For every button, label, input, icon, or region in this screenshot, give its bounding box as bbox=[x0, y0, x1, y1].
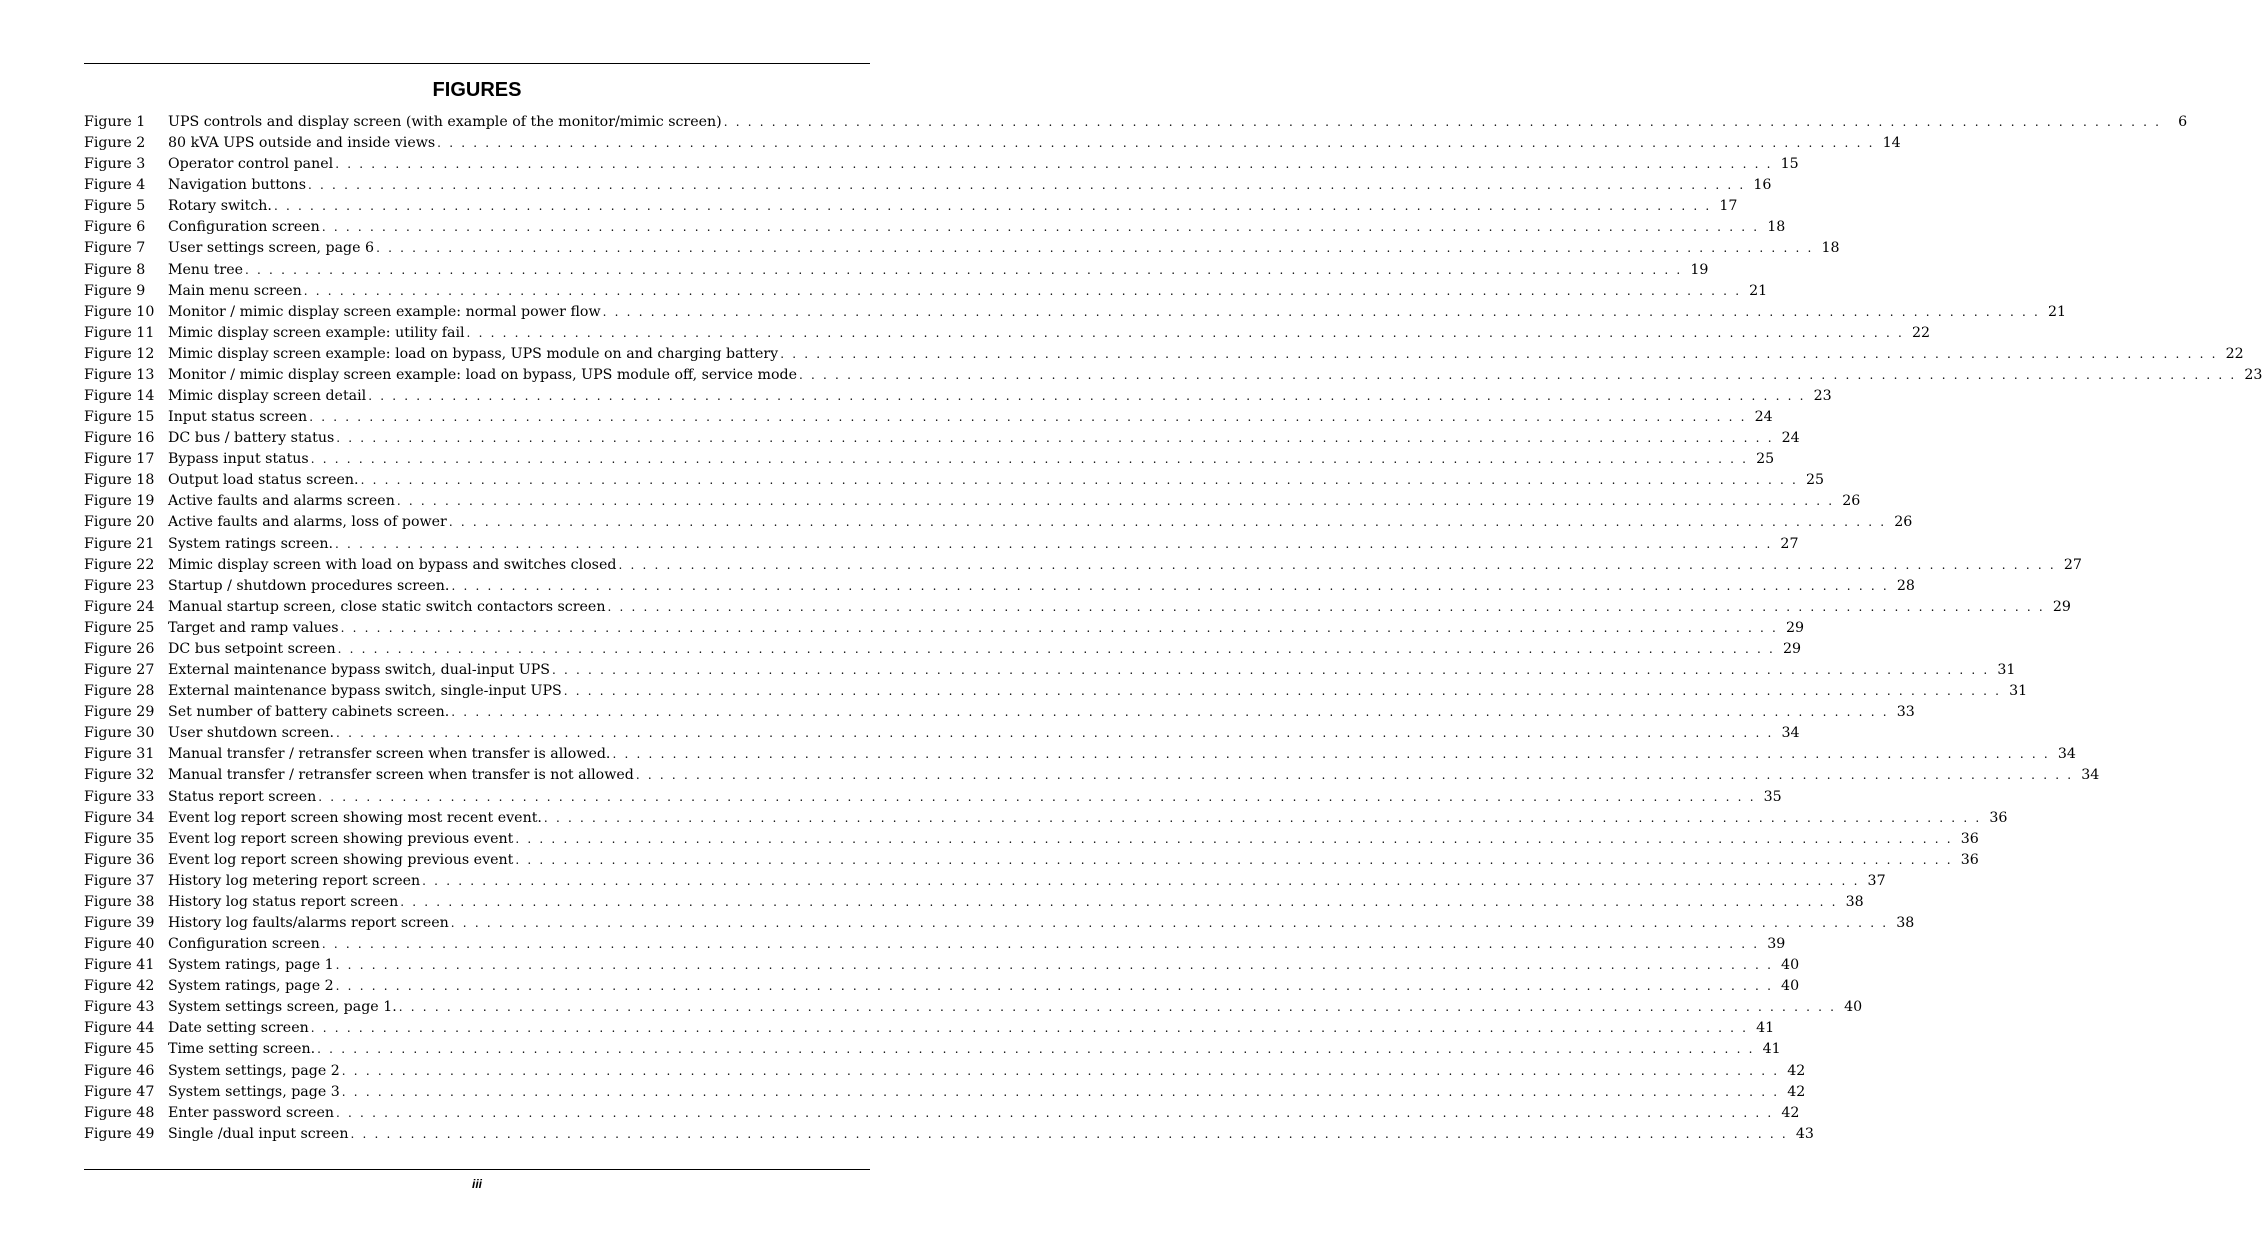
figure-label: Figure 21 bbox=[84, 535, 155, 552]
page-number-ref: 17 bbox=[1719, 198, 1738, 215]
figure-caption: Input status screen bbox=[168, 409, 308, 426]
figure-label: Figure 1 bbox=[84, 114, 146, 130]
page-number-ref: 35 bbox=[1763, 788, 1782, 805]
figure-caption: DC bus setpoint screen bbox=[168, 640, 336, 657]
page-number-ref: 29 bbox=[1786, 619, 1805, 636]
toc-entry[interactable] bbox=[84, 407, 1773, 428]
figure-label: Figure 27 bbox=[84, 662, 155, 679]
figure-caption: Mimic display screen example: load on bypass, UPS module on and charging battery bbox=[168, 345, 779, 362]
figure-caption: Bypass input status bbox=[168, 451, 309, 468]
dot-leader: . . . . . . . . . . . . . . . . . . . . . . . . . . . . . . . . . . . . . . . . . . . . . . . . . . . . . . . . . . . . . . . . . . . . . . . . . . . . . . . . . . . . . . . . . . . . . . . . . . . . . . . . . . . . . . . . . . . . . . . . bbox=[321, 220, 1760, 235]
toc-entry[interactable] bbox=[84, 808, 2008, 829]
toc-entry[interactable] bbox=[84, 997, 1863, 1018]
figure-label: Figure 2 bbox=[84, 135, 146, 152]
entry-text bbox=[168, 576, 1915, 597]
dot-leader: . . . . . . . . . . . . . . . . . . . . . . . . . . . . . . . . . . . . . . . . . . . . . . . . . . . . . . . . . . . . . . . . . . . . . . . . . . . . . . . . . . . . . . . . . . . . . . . . . . . . . . . . . . . . . . . . . . . . . . . . bbox=[335, 1105, 1774, 1120]
dot-leader: . . . . . . . . . . . . . . . . . . . . . . . . . . . . . . . . . . . . . . . . . . . . . . . . . . . . . . . . . . . . . . . . . . . . . . . . . . . . . . . . . . . . . . . . . . . . . . . . . . . . . . . . . . . . . . . . . . . . . . . . bbox=[451, 705, 1889, 720]
figure-label: Figure 16 bbox=[84, 430, 155, 447]
toc-entry[interactable] bbox=[84, 976, 1800, 997]
dot-leader: . . . . . . . . . . . . . . . . . . . . . . . . . . . . . . . . . . . . . . . . . . . . . . . . . . . . . . . . . . . . . . . . . . . . . . . . . . . . . . . . . . . . . . . . . . . . . . . . . . . . . . . . . . . . . . . . . . . . . . . . bbox=[543, 810, 1982, 825]
dot-leader: . . . . . . . . . . . . . . . . . . . . . . . . . . . . . . . . . . . . . . . . . . . . . . . . . . . . . . . . . . . . . . . . . . . . . . . . . . . . . . . . . . . . . . . . . . . . . . . . . . . . . . . . . . . . . . . . . . . . . . . . bbox=[448, 515, 1887, 530]
dot-leader: . . . . . . . . . . . . . . . . . . . . . . . . . . . . . . . . . . . . . . . . . . . . . . . . . . . . . . . . . . . . . . . . . . . . . . . . . . . . . . . . . . . . . . . . . . . . . . . . . . . . . . . . . . . . . . . . . . . . . . . . bbox=[396, 494, 1835, 509]
entry-text bbox=[168, 428, 1800, 449]
page-number-ref: 41 bbox=[1762, 1041, 1781, 1058]
page-number-ref: 36 bbox=[1989, 809, 2008, 826]
page-number-ref: 38 bbox=[1845, 893, 1864, 910]
entry-text bbox=[168, 217, 1786, 238]
toc-entry[interactable] bbox=[84, 1061, 1806, 1082]
page-number-ref: 39 bbox=[1767, 936, 1786, 953]
figure-caption: Set number of battery cabinets screen. bbox=[168, 704, 450, 721]
toc-entry[interactable] bbox=[84, 428, 1800, 449]
toc-entry[interactable] bbox=[84, 681, 2028, 702]
figure-label: Figure 9 bbox=[84, 282, 146, 299]
page-number-ref: 15 bbox=[1780, 156, 1799, 173]
page-number-ref: 24 bbox=[1781, 430, 1800, 447]
entry-text bbox=[168, 681, 2028, 702]
figure-caption: Navigation buttons bbox=[168, 177, 306, 194]
figure-caption: Manual startup screen, close static switch contactors screen bbox=[168, 598, 606, 615]
dot-leader: . . . . . . . . . . . . . . . . . . . . . . . . . . . . . . . . . . . . . . . . . . . . . . . . . . . . . . . . . . . . . . . . . . . . . . . . . . . . . . . . . . . . . . . . . . . . . . . . . . . . . . . . . . . . . . . . . . . . . . . . bbox=[602, 304, 2041, 319]
dot-leader: . . . . . . . . . . . . . . . . . . . . . . . . . . . . . . . . . . . . . . . . . . . . . . . . . . . . . . . . . . . . . . . . . . . . . . . . . . . . . . . . . . . . . . . . . . . . . . . . . . . . . . . . . . . . . . . . . . . . . . . . bbox=[340, 620, 1779, 635]
page-number-ref: 21 bbox=[2048, 303, 2067, 320]
page-number-ref: 38 bbox=[1896, 914, 1915, 931]
toc-entry[interactable] bbox=[84, 281, 1768, 302]
figure-label: Figure 4 bbox=[84, 177, 146, 194]
entry-text bbox=[168, 597, 2071, 618]
toc-entry[interactable] bbox=[84, 344, 2244, 365]
figure-label: Figure 39 bbox=[84, 914, 155, 931]
page-number-ref: 6 bbox=[2178, 114, 2188, 130]
toc-entry[interactable] bbox=[84, 850, 1979, 871]
figure-label: Figure 36 bbox=[84, 851, 155, 868]
toc-entry[interactable] bbox=[84, 491, 1861, 512]
figure-label: Figure 41 bbox=[84, 957, 155, 974]
entry-text bbox=[168, 470, 1825, 491]
entry-text bbox=[168, 534, 1799, 555]
entry-text bbox=[168, 281, 1768, 302]
toc-entry[interactable] bbox=[84, 302, 2067, 323]
dot-leader: . . . . . . . . . . . . . . . . . . . . . . . . . . . . . . . . . . . . . . . . . . . . . . . . . . . . . . . . . . . . . . . . . . . . . . . . . . . . . . . . . . . . . . . . . . . . . . . . . . . . . . . . . . . . . . . . . . . . . . . . bbox=[400, 894, 1838, 909]
page-number-ref: 36 bbox=[1960, 830, 1979, 847]
toc-entry[interactable] bbox=[84, 913, 1915, 934]
figure-label: Figure 29 bbox=[84, 704, 155, 721]
figure-caption: Menu tree bbox=[168, 261, 243, 278]
entry-text bbox=[168, 323, 1931, 344]
page-number-ref: 33 bbox=[1896, 704, 1915, 721]
toc-entry[interactable] bbox=[84, 576, 1915, 597]
figure-caption: Mimic display screen example: utility fail bbox=[168, 324, 465, 341]
figure-caption: History log metering report screen bbox=[168, 872, 421, 889]
entry-text bbox=[168, 702, 1915, 723]
page-number-ref: 24 bbox=[1754, 409, 1773, 426]
dot-leader: . . . . . . . . . . . . . . . . . . . . . . . . . . . . . . . . . . . . . . . . . . . . . . . . . . . . . . . . . . . . . . . . . . . . . . . . . . . . . . . . . . . . . . . . . . . . . . . . . . . . . . . . . . . . . . . . . . . . . . . . bbox=[780, 346, 2218, 361]
figure-caption: Active faults and alarms, loss of power bbox=[168, 514, 447, 531]
figure-caption: History log faults/alarms report screen bbox=[168, 914, 449, 931]
entry-text bbox=[168, 744, 2076, 765]
entry-text bbox=[168, 723, 1800, 744]
figure-caption: User settings screen, page 6 bbox=[168, 240, 375, 257]
figures-list bbox=[84, 112, 2262, 1145]
figure-label: Figure 43 bbox=[84, 999, 155, 1016]
toc-entry[interactable] bbox=[84, 555, 2082, 576]
page-number-ref: 19 bbox=[1690, 261, 1709, 278]
figure-caption: System ratings, page 2 bbox=[168, 978, 334, 995]
entry-text bbox=[168, 976, 1800, 997]
page-number-ref: 31 bbox=[2009, 683, 2028, 700]
dot-leader: . . . . . . . . . . . . . . . . . . . . . . . . . . . . . . . . . . . . . . . . . . . . . . . . . . . . . . . . . . . . . . . . . . . . . . . . . . . . . . . . . . . . . . . . . . . . . . . . . . . . . . . . . . . . . . . . . . . . . . . . bbox=[360, 473, 1799, 488]
page-number-ref: 26 bbox=[1894, 514, 1913, 531]
entry-text bbox=[168, 913, 1915, 934]
figure-caption: Event log report screen showing previous event bbox=[168, 851, 514, 868]
dot-leader: . . . . . . . . . . . . . . . . . . . . . . . . . . . . . . . . . . . . . . . . . . . . . . . . . . . . . . . . . . . . . . . . . . . . . . . . . . . . . . . . . . . . . . . . . . . . . . . . . . . . . . . . . . . . . . . . . . . . . . . . bbox=[515, 831, 1953, 846]
page-number-ref: 25 bbox=[1805, 472, 1825, 489]
page-number-ref: 29 bbox=[1782, 640, 1802, 657]
entry-text bbox=[168, 449, 1775, 470]
page-number-ref: 22 bbox=[2225, 345, 2244, 362]
page-number-ref: 18 bbox=[1767, 219, 1786, 236]
dot-leader: . . . . . . . . . . . . . . . . . . . . . . . . . . . . . . . . . . . . . . . . . . . . . . . . . . . . . . . . . . . . . . . . . . . . . . . . . . . . . . . . . . . . . . . . . . . . . . . . . . . . . . . . . . . . . . . . . . . . . . . . bbox=[303, 283, 1742, 298]
figure-caption: System settings, page 2 bbox=[168, 1062, 340, 1079]
toc-entry[interactable] bbox=[84, 787, 1782, 808]
figure-label: Figure 35 bbox=[84, 830, 155, 847]
toc-entry[interactable] bbox=[84, 449, 1775, 470]
dot-leader: . . . . . . . . . . . . . . . . . . . . . . . . . . . . . . . . . . . . . . . . . . . . . . . . . . . . . . . . . . . . . . . . . . . . . . . . . . . . . . . . . . . . . . . . . . . . . . . . . . . . . . . . . . . . . . . . . . . . . . . . bbox=[318, 789, 1756, 804]
dot-leader: . . . . . . . . . . . . . . . . . . . . . . . . . . . . . . . . . . . . . . . . . . . . . . . . . . . . . . . . . . . . . . . . . . . . . . . . . . . . . . . . . . . . . . . . . . . . . . . . . . . . . . . . . . . . . . . . . . . . . . . . bbox=[422, 873, 1860, 888]
dot-leader: . . . . . . . . . . . . . . . . . . . . . . . . . . . . . . . . . . . . . . . . . . . . . . . . . . . . . . . . . . . . . . . . . . . . . . . . . . . . . . . . . . . . . . . . . . . . . . . . . . . . . . . . . . . . . . . . . . . . . . . . bbox=[515, 852, 1953, 867]
toc-entry[interactable] bbox=[84, 892, 1864, 913]
entry-text bbox=[168, 175, 1772, 196]
dot-leader: . . . . . . . . . . . . . . . . . . . . . . . . . . . . . . . . . . . . . . . . . . . . . . . . . . . . . . . . . . . . . . . . . . . . . . . . . . . . . . . . . . . . . . . . . . . . . . . . . . . . . . . . . . . . . . . . . . . . . . . . bbox=[723, 115, 2162, 129]
entry-text bbox=[168, 892, 1864, 913]
dot-leader: . . . . . . . . . . . . . . . . . . . . . . . . . . . . . . . . . . . . . . . . . . . . . . . . . . . . . . . . . . . . . . . . . . . . . . . . . . . . . . . . . . . . . . . . . . . . . . . . . . . . . . . . . . . . . . . . . . . . . . . . bbox=[309, 410, 1747, 425]
page-number-ref: 14 bbox=[1882, 135, 1901, 152]
toc-entry[interactable] bbox=[84, 1082, 1806, 1103]
entry-text bbox=[168, 934, 1786, 955]
figure-caption: 80 kVA UPS outside and inside views bbox=[168, 135, 436, 152]
figure-caption: Date setting screen bbox=[168, 1020, 309, 1037]
figure-label: Figure 31 bbox=[84, 746, 155, 763]
entry-text bbox=[168, 639, 1802, 660]
toc-entry[interactable] bbox=[84, 365, 2262, 386]
dot-leader: . . . . . . . . . . . . . . . . . . . . . . . . . . . . . . . . . . . . . . . . . . . . . . . . . . . . . . . . . . . . . . . . . . . . . . . . . . . . . . . . . . . . . . . . . . . . . . . . . . . . . . . . . . . . . . . . . . . . . . . . bbox=[398, 1000, 1837, 1015]
dot-leader: . . . . . . . . . . . . . . . . . . . . . . . . . . . . . . . . . . . . . . . . . . . . . . . . . . . . . . . . . . . . . . . . . . . . . . . . . . . . . . . . . . . . . . . . . . . . . . . . . . . . . . . . . . . . . . . . . . . . . . . . bbox=[618, 557, 2056, 572]
figure-label: Figure 25 bbox=[84, 619, 155, 636]
page-number-ref: 16 bbox=[1753, 177, 1772, 194]
page-number: iii bbox=[471, 1177, 482, 1191]
figure-caption: Configuration screen bbox=[168, 936, 320, 953]
dot-leader: . . . . . . . . . . . . . . . . . . . . . . . . . . . . . . . . . . . . . . . . . . . . . . . . . . . . . . . . . . . . . . . . . . . . . . . . . . . . . . . . . . . . . . . . . . . . . . . . . . . . . . . . . . . . . . . . . . . . . . . . bbox=[551, 663, 1990, 678]
toc-entry[interactable] bbox=[84, 934, 1786, 955]
entry-text bbox=[168, 344, 2244, 365]
dot-leader: . . . . . . . . . . . . . . . . . . . . . . . . . . . . . . . . . . . . . . . . . . . . . . . . . . . . . . . . . . . . . . . . . . . . . . . . . . . . . . . . . . . . . . . . . . . . . . . . . . . . . . . . . . . . . . . . . . . . . . . . bbox=[450, 915, 1889, 930]
page-number-ref: 40 bbox=[1781, 978, 1800, 995]
figure-label: Figure 6 bbox=[84, 219, 146, 236]
figure-label: Figure 28 bbox=[84, 683, 155, 700]
entry-text bbox=[168, 407, 1773, 428]
toc-entry[interactable] bbox=[84, 534, 1799, 555]
dot-leader: . . . . . . . . . . . . . . . . . . . . . . . . . . . . . . . . . . . . . . . . . . . . . . . . . . . . . . . . . . . . . . . . . . . . . . . . . . . . . . . . . . . . . . . . . . . . . . . . . . . . . . . . . . . . . . . . . . . . . . . . bbox=[376, 241, 1814, 256]
toc-entry[interactable] bbox=[84, 386, 1832, 407]
figure-label: Figure 40 bbox=[84, 936, 155, 953]
figure-label: Figure 20 bbox=[84, 514, 155, 531]
figure-caption: Manual transfer / retransfer screen when transfer is not allowed bbox=[168, 767, 634, 784]
dot-leader: . . . . . . . . . . . . . . . . . . . . . . . . . . . . . . . . . . . . . . . . . . . . . . . . . . . . . . . . . . . . . . . . . . . . . . . . . . . . . . . . . . . . . . . . . . . . . . . . . . . . . . . . . . . . . . . . . . . . . . . . bbox=[335, 958, 1774, 973]
toc-entry[interactable] bbox=[84, 217, 1786, 238]
dot-leader: . . . . . . . . . . . . . . . . . . . . . . . . . . . . . . . . . . . . . . . . . . . . . . . . . . . . . . . . . . . . . . . . . . . . . . . . . . . . . . . . . . . . . . . . . . . . . . . . . . . . . . . . . . . . . . . . . . . . . . . . bbox=[310, 1021, 1749, 1036]
figure-caption: Operator control panel bbox=[168, 156, 334, 173]
entry-text bbox=[168, 1103, 1800, 1124]
dot-leader: . . . . . . . . . . . . . . . . . . . . . . . . . . . . . . . . . . . . . . . . . . . . . . . . . . . . . . . . . . . . . . . . . . . . . . . . . . . . . . . . . . . . . . . . . . . . . . . . . . . . . . . . . . . . . . . . . . . . . . . . bbox=[310, 452, 1749, 467]
entry-text bbox=[168, 787, 1782, 808]
figure-label: Figure 15 bbox=[84, 409, 155, 426]
page-number-ref: 18 bbox=[1821, 240, 1840, 257]
toc-entry[interactable] bbox=[84, 133, 1901, 154]
toc-entry[interactable] bbox=[84, 1103, 1800, 1124]
entry-text bbox=[168, 238, 1840, 259]
dot-leader: . . . . . . . . . . . . . . . . . . . . . . . . . . . . . . . . . . . . . . . . . . . . . . . . . . . . . . . . . . . . . . . . . . . . . . . . . . . . . . . . . . . . . . . . . . . . . . . . . . . . . . . . . . . . . . . . . . . . . . . . bbox=[337, 641, 1776, 656]
entry-text bbox=[168, 365, 2262, 386]
figure-caption: External maintenance bypass switch, single-input UPS bbox=[168, 683, 562, 700]
entry-text bbox=[168, 1082, 1806, 1103]
figure-label: Figure 23 bbox=[84, 577, 155, 594]
footer-rule bbox=[84, 1169, 870, 1170]
figure-label: Figure 42 bbox=[84, 978, 155, 995]
dot-leader: . . . . . . . . . . . . . . . . . . . . . . . . . . . . . . . . . . . . . . . . . . . . . . . . . . . . . . . . . . . . . . . . . . . . . . . . . . . . . . . . . . . . . . . . . . . . . . . . . . . . . . . . . . . . . . . . . . . . . . . . bbox=[341, 1063, 1780, 1078]
toc-entry[interactable] bbox=[84, 639, 1802, 660]
page-number-ref: 23 bbox=[2244, 366, 2262, 383]
toc-entry[interactable] bbox=[84, 112, 2188, 133]
dot-leader: . . . . . . . . . . . . . . . . . . . . . . . . . . . . . . . . . . . . . . . . . . . . . . . . . . . . . . . . . . . . . . . . . . . . . . . . . . . . . . . . . . . . . . . . . . . . . . . . . . . . . . . . . . . . . . . . . . . . . . . . bbox=[335, 157, 1773, 172]
page-number-ref: 37 bbox=[1867, 872, 1886, 889]
entry-text bbox=[168, 955, 1800, 976]
entry-text bbox=[168, 260, 1709, 281]
figure-caption: Time setting screen. bbox=[168, 1041, 316, 1058]
toc-entry[interactable] bbox=[84, 871, 1886, 892]
toc-entry[interactable] bbox=[84, 955, 1800, 976]
page-number-ref: 40 bbox=[1844, 999, 1863, 1016]
entry-text bbox=[168, 196, 1738, 217]
page-number-ref: 42 bbox=[1787, 1062, 1806, 1079]
dot-leader: . . . . . . . . . . . . . . . . . . . . . . . . . . . . . . . . . . . . . . . . . . . . . . . . . . . . . . . . . . . . . . . . . . . . . . . . . . . . . . . . . . . . . . . . . . . . . . . . . . . . . . . . . . . . . . . . . . . . . . . . bbox=[335, 536, 1773, 551]
page-number-ref: 26 bbox=[1842, 493, 1861, 510]
figure-label: Figure 32 bbox=[84, 767, 155, 784]
figure-label: Figure 7 bbox=[84, 240, 146, 257]
figure-label: Figure 34 bbox=[84, 809, 155, 826]
toc-entry[interactable] bbox=[84, 618, 1805, 639]
entry-text bbox=[168, 491, 1861, 512]
entry-text bbox=[168, 555, 2082, 576]
figure-caption: Monitor / mimic display screen example: normal power flow bbox=[168, 303, 601, 320]
page-number-ref: 42 bbox=[1781, 1104, 1800, 1121]
entry-text bbox=[168, 1018, 1775, 1039]
page-number-ref: 23 bbox=[1813, 388, 1832, 405]
entry-text bbox=[168, 512, 1913, 533]
entry-text bbox=[168, 133, 1901, 154]
figure-label: Figure 30 bbox=[84, 725, 155, 742]
entry-text bbox=[168, 386, 1832, 407]
figure-label: Figure 12 bbox=[84, 345, 155, 362]
figure-caption: Target and ramp values bbox=[168, 619, 339, 636]
figure-label: Figure 13 bbox=[84, 366, 155, 383]
entry-text bbox=[168, 1039, 1781, 1060]
page-number-ref: 27 bbox=[2063, 556, 2082, 573]
figure-label: Figure 24 bbox=[84, 598, 155, 615]
dot-leader: . . . . . . . . . . . . . . . . . . . . . . . . . . . . . . . . . . . . . . . . . . . . . . . . . . . . . . . . . . . . . . . . . . . . . . . . . . . . . . . . . . . . . . . . . . . . . . . . . . . . . . . . . . . . . . . . . . . . . . . . bbox=[307, 178, 1746, 193]
toc-entry[interactable] bbox=[84, 660, 2016, 681]
figure-caption: Status report screen bbox=[168, 788, 317, 805]
figure-label: Figure 33 bbox=[84, 788, 155, 805]
toc-entry[interactable] bbox=[84, 744, 2076, 765]
page-number-ref: 25 bbox=[1756, 451, 1775, 468]
toc-entry[interactable] bbox=[84, 829, 1979, 850]
entry-text bbox=[168, 850, 1979, 871]
dot-leader: . . . . . . . . . . . . . . . . . . . . . . . . . . . . . . . . . . . . . . . . . . . . . . . . . . . . . . . . . . . . . . . . . . . . . . . . . . . . . . . . . . . . . . . . . . . . . . . . . . . . . . . . . . . . . . . . . . . . . . . . bbox=[368, 389, 1806, 404]
entry-text bbox=[168, 660, 2016, 681]
figure-caption: Manual transfer / retransfer screen when transfer is allowed. bbox=[168, 746, 611, 763]
entry-text bbox=[168, 997, 1863, 1018]
dot-leader: . . . . . . . . . . . . . . . . . . . . . . . . . . . . . . . . . . . . . . . . . . . . . . . . . . . . . . . . . . . . . . . . . . . . . . . . . . . . . . . . . . . . . . . . . . . . . . . . . . . . . . . . . . . . . . . . . . . . . . . . bbox=[635, 768, 2074, 783]
page-number-ref: 41 bbox=[1756, 1020, 1775, 1037]
figure-label: Figure 38 bbox=[84, 893, 155, 910]
toc-entry[interactable] bbox=[84, 1018, 1775, 1039]
dot-leader: . . . . . . . . . . . . . . . . . . . . . . . . . . . . . . . . . . . . . . . . . . . . . . . . . . . . . . . . . . . . . . . . . . . . . . . . . . . . . . . . . . . . . . . . . . . . . . . . . . . . . . . . . . . . . . . . . . . . . . . . bbox=[317, 1042, 1755, 1057]
page-number-ref: 22 bbox=[1911, 324, 1931, 341]
figure-caption: Startup / shutdown procedures screen. bbox=[168, 577, 450, 594]
figure-label: Figure 48 bbox=[84, 1104, 155, 1121]
dot-leader: . . . . . . . . . . . . . . . . . . . . . . . . . . . . . . . . . . . . . . . . . . . . . . . . . . . . . . . . . . . . . . . . . . . . . . . . . . . . . . . . . . . . . . . . . . . . . . . . . . . . . . . . . . . . . . . . . . . . . . . . bbox=[244, 262, 1683, 277]
toc-entry[interactable] bbox=[84, 702, 1915, 723]
figure-caption: Monitor / mimic display screen example: load on bypass, UPS module off, service mode bbox=[168, 366, 797, 383]
figure-caption: Mimic display screen detail bbox=[168, 388, 367, 405]
figure-label: Figure 47 bbox=[84, 1083, 155, 1100]
figure-caption: Active faults and alarms screen bbox=[168, 493, 395, 510]
toc-entry[interactable] bbox=[84, 1039, 1781, 1060]
dot-leader: . . . . . . . . . . . . . . . . . . . . . . . . . . . . . . . . . . . . . . . . . . . . . . . . . . . . . . . . . . . . . . . . . . . . . . . . . . . . . . . . . . . . . . . . . . . . . . . . . . . . . . . . . . . . . . . . . . . . . . . . bbox=[321, 937, 1760, 952]
figure-caption: System ratings screen. bbox=[168, 535, 334, 552]
figure-label: Figure 19 bbox=[84, 493, 155, 510]
entry-text bbox=[168, 112, 2188, 133]
page-title: FIGURES bbox=[432, 79, 522, 101]
page-number-ref: 34 bbox=[2081, 767, 2100, 784]
figure-label: Figure 8 bbox=[84, 261, 146, 278]
page-number-ref: 29 bbox=[2052, 598, 2071, 615]
entry-text bbox=[168, 302, 2067, 323]
page-number-ref: 34 bbox=[2057, 746, 2076, 763]
dot-leader: . . . . . . . . . . . . . . . . . . . . . . . . . . . . . . . . . . . . . . . . . . . . . . . . . . . . . . . . . . . . . . . . . . . . . . . . . . . . . . . . . . . . . . . . . . . . . . . . . . . . . . . . . . . . . . . . . . . . . . . . bbox=[798, 367, 2237, 382]
figure-label: Figure 11 bbox=[84, 324, 155, 341]
toc-entry[interactable] bbox=[84, 154, 1799, 175]
figure-caption: User shutdown screen. bbox=[168, 725, 335, 742]
page-number-ref: 21 bbox=[1749, 282, 1768, 299]
figure-caption: Enter password screen bbox=[168, 1104, 334, 1121]
entry-text bbox=[168, 1124, 1814, 1145]
page-number-ref: 40 bbox=[1781, 957, 1800, 974]
entry-text bbox=[168, 618, 1805, 639]
toc-entry[interactable] bbox=[84, 1124, 1814, 1145]
page-number-ref: 28 bbox=[1896, 577, 1915, 594]
toc-entry[interactable] bbox=[84, 765, 2100, 786]
figure-label: Figure 44 bbox=[84, 1020, 155, 1037]
figure-label: Figure 37 bbox=[84, 872, 155, 889]
figure-caption: History log status report screen bbox=[168, 893, 399, 910]
header-rule bbox=[84, 63, 870, 64]
figure-label: Figure 14 bbox=[84, 388, 155, 405]
figure-label: Figure 17 bbox=[84, 451, 155, 468]
toc-entry[interactable] bbox=[84, 723, 1800, 744]
figure-caption: System settings, page 3 bbox=[168, 1083, 340, 1100]
figure-label: Figure 26 bbox=[84, 640, 155, 657]
figure-label: Figure 5 bbox=[84, 198, 146, 215]
figure-label: Figure 49 bbox=[84, 1125, 155, 1142]
figure-label: Figure 22 bbox=[84, 556, 155, 573]
toc-entry[interactable] bbox=[84, 323, 1931, 344]
figure-caption: Single /dual input screen bbox=[168, 1125, 349, 1142]
figure-caption: Mimic display screen with load on bypass and switches closed bbox=[168, 556, 617, 573]
figure-label: Figure 46 bbox=[84, 1062, 155, 1079]
figure-caption: Event log report screen showing previous event bbox=[168, 830, 514, 847]
figure-caption: Rotary switch. bbox=[168, 198, 272, 215]
figure-caption: UPS controls and display screen (with example of the monitor/mimic screen) bbox=[168, 114, 722, 130]
page-number-ref: 42 bbox=[1787, 1083, 1806, 1100]
figure-label: Figure 10 bbox=[84, 303, 155, 320]
entry-text bbox=[168, 808, 2008, 829]
figure-caption: Configuration screen bbox=[168, 219, 320, 236]
dot-leader: . . . . . . . . . . . . . . . . . . . . . . . . . . . . . . . . . . . . . . . . . . . . . . . . . . . . . . . . . . . . . . . . . . . . . . . . . . . . . . . . . . . . . . . . . . . . . . . . . . . . . . . . . . . . . . . . . . . . . . . . bbox=[335, 979, 1774, 994]
figure-label: Figure 18 bbox=[84, 472, 155, 489]
figure-caption: Output load status screen. bbox=[168, 472, 359, 489]
toc-entry[interactable] bbox=[84, 175, 1772, 196]
dot-leader: . . . . . . . . . . . . . . . . . . . . . . . . . . . . . . . . . . . . . . . . . . . . . . . . . . . . . . . . . . . . . . . . . . . . . . . . . . . . . . . . . . . . . . . . . . . . . . . . . . . . . . . . . . . . . . . . . . . . . . . . bbox=[341, 1084, 1780, 1099]
dot-leader: . . . . . . . . . . . . . . . . . . . . . . . . . . . . . . . . . . . . . . . . . . . . . . . . . . . . . . . . . . . . . . . . . . . . . . . . . . . . . . . . . . . . . . . . . . . . . . . . . . . . . . . . . . . . . . . . . . . . . . . . bbox=[336, 431, 1774, 446]
dot-leader: . . . . . . . . . . . . . . . . . . . . . . . . . . . . . . . . . . . . . . . . . . . . . . . . . . . . . . . . . . . . . . . . . . . . . . . . . . . . . . . . . . . . . . . . . . . . . . . . . . . . . . . . . . . . . . . . . . . . . . . . bbox=[563, 684, 2002, 699]
figure-label: Figure 45 bbox=[84, 1041, 155, 1058]
dot-leader: . . . . . . . . . . . . . . . . . . . . . . . . . . . . . . . . . . . . . . . . . . . . . . . . . . . . . . . . . . . . . . . . . . . . . . . . . . . . . . . . . . . . . . . . . . . . . . . . . . . . . . . . . . . . . . . . . . . . . . . . bbox=[466, 325, 1905, 340]
figure-caption: Main menu screen bbox=[168, 282, 302, 299]
entry-text bbox=[168, 871, 1886, 892]
dot-leader: . . . . . . . . . . . . . . . . . . . . . . . . . . . . . . . . . . . . . . . . . . . . . . . . . . . . . . . . . . . . . . . . . . . . . . . . . . . . . . . . . . . . . . . . . . . . . . . . . . . . . . . . . . . . . . . . . . . . . . . . bbox=[336, 726, 1774, 741]
page-number-ref: 34 bbox=[1781, 725, 1800, 742]
dot-leader: . . . . . . . . . . . . . . . . . . . . . . . . . . . . . . . . . . . . . . . . . . . . . . . . . . . . . . . . . . . . . . . . . . . . . . . . . . . . . . . . . . . . . . . . . . . . . . . . . . . . . . . . . . . . . . . . . . . . . . . . bbox=[451, 578, 1889, 593]
toc-entry[interactable] bbox=[84, 512, 1913, 533]
figure-label: Figure 3 bbox=[84, 156, 146, 173]
toc-entry[interactable] bbox=[84, 238, 1840, 259]
toc-entry[interactable] bbox=[84, 196, 1738, 217]
page-number-ref: 27 bbox=[1780, 535, 1799, 552]
entry-text bbox=[168, 829, 1979, 850]
figure-caption: System ratings, page 1 bbox=[168, 957, 334, 974]
figure-caption: System settings screen, page 1. bbox=[168, 999, 397, 1016]
toc-entry[interactable] bbox=[84, 260, 1709, 281]
dot-leader: . . . . . . . . . . . . . . . . . . . . . . . . . . . . . . . . . . . . . . . . . . . . . . . . . . . . . . . . . . . . . . . . . . . . . . . . . . . . . . . . . . . . . . . . . . . . . . . . . . . . . . . . . . . . . . . . . . . . . . . . bbox=[437, 136, 1875, 151]
page-number-ref: 31 bbox=[1997, 662, 2016, 679]
toc-entry[interactable] bbox=[84, 470, 1825, 491]
figure-caption: DC bus / battery status bbox=[168, 430, 335, 447]
dot-leader: . . . . . . . . . . . . . . . . . . . . . . . . . . . . . . . . . . . . . . . . . . . . . . . . . . . . . . . . . . . . . . . . . . . . . . . . . . . . . . . . . . . . . . . . . . . . . . . . . . . . . . . . . . . . . . . . . . . . . . . . bbox=[612, 747, 2050, 762]
figure-caption: External maintenance bypass switch, dual-input UPS bbox=[168, 662, 550, 679]
page-number-ref: 43 bbox=[1795, 1125, 1814, 1142]
entry-text bbox=[168, 154, 1799, 175]
toc-entry[interactable] bbox=[84, 597, 2071, 618]
entry-text bbox=[168, 765, 2100, 786]
dot-leader: . . . . . . . . . . . . . . . . . . . . . . . . . . . . . . . . . . . . . . . . . . . . . . . . . . . . . . . . . . . . . . . . . . . . . . . . . . . . . . . . . . . . . . . . . . . . . . . . . . . . . . . . . . . . . . . . . . . . . . . . bbox=[607, 599, 2045, 614]
figure-caption: Event log report screen showing most recent event. bbox=[168, 809, 542, 826]
entry-text bbox=[168, 1061, 1806, 1082]
dot-leader: . . . . . . . . . . . . . . . . . . . . . . . . . . . . . . . . . . . . . . . . . . . . . . . . . . . . . . . . . . . . . . . . . . . . . . . . . . . . . . . . . . . . . . . . . . . . . . . . . . . . . . . . . . . . . . . . . . . . . . . . bbox=[350, 1126, 1788, 1141]
page-number-ref: 36 bbox=[1960, 851, 1979, 868]
dot-leader: . . . . . . . . . . . . . . . . . . . . . . . . . . . . . . . . . . . . . . . . . . . . . . . . . . . . . . . . . . . . . . . . . . . . . . . . . . . . . . . . . . . . . . . . . . . . . . . . . . . . . . . . . . . . . . . . . . . . . . . . bbox=[273, 199, 1712, 214]
